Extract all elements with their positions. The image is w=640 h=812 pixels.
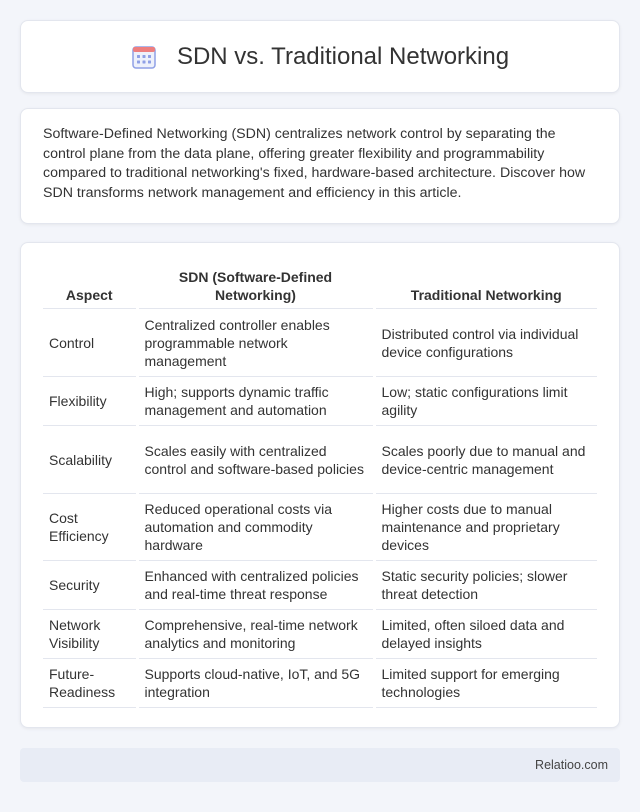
cell-sdn: Reduced operational costs via automation and commodity hardware bbox=[137, 494, 374, 561]
cell-sdn: Centralized controller enables programmable network management bbox=[137, 309, 374, 377]
cell-sdn: Scales easily with centralized control and software-based policies bbox=[137, 426, 374, 494]
table-row bbox=[43, 494, 597, 561]
cell-aspect: Security bbox=[43, 561, 137, 610]
cell-traditional: Higher costs due to manual maintenance and proprietary devices bbox=[374, 494, 597, 561]
cell-traditional: Distributed control via individual device configurations bbox=[374, 309, 597, 377]
intro-card bbox=[20, 108, 620, 224]
cell-aspect: Scalability bbox=[43, 426, 137, 494]
table-header-row bbox=[43, 265, 597, 309]
table-row bbox=[43, 377, 597, 426]
comparison-table bbox=[43, 265, 597, 708]
cell-traditional: Low; static configurations limit agility bbox=[374, 377, 597, 426]
footer-bar bbox=[20, 748, 620, 782]
cell-aspect: Cost Efficiency bbox=[43, 494, 137, 561]
cell-traditional: Scales poorly due to manual and device-centric management bbox=[374, 426, 597, 494]
header-aspect: Aspect bbox=[43, 265, 137, 309]
cell-aspect: Flexibility bbox=[43, 377, 137, 426]
cell-aspect: Network Visibility bbox=[43, 610, 137, 659]
header-traditional: Traditional Networking bbox=[374, 265, 597, 309]
cell-traditional: Limited, often siloed data and delayed insights bbox=[374, 610, 597, 659]
header-sdn: SDN (Software-Defined Networking) bbox=[137, 265, 374, 309]
calendar-grid-icon bbox=[131, 44, 157, 70]
page-title: SDN vs. Traditional Networking bbox=[176, 42, 510, 70]
intro-paragraph: Software-Defined Networking (SDN) centralizes network control by separating the control plane from the data plane, offering greater flexibility and programmability compared to traditional networking's fixed, hardware-based architecture. Discover how SDN transforms network management and efficiency in this article. bbox=[43, 126, 586, 201]
comparison-table-card bbox=[20, 242, 620, 728]
cell-traditional: Static security policies; slower threat detection bbox=[374, 561, 597, 610]
table-row bbox=[43, 659, 597, 708]
cell-sdn: Enhanced with centralized policies and real-time threat response bbox=[137, 561, 374, 610]
cell-aspect: Future-Readiness bbox=[43, 659, 137, 708]
cell-sdn: Supports cloud-native, IoT, and 5G integration bbox=[137, 659, 374, 708]
cell-traditional: Limited support for emerging technologies bbox=[374, 659, 597, 708]
header-card bbox=[20, 20, 620, 93]
cell-sdn: High; supports dynamic traffic management and automation bbox=[137, 377, 374, 426]
footer-brand: Relatioo.com bbox=[535, 758, 608, 772]
table-row bbox=[43, 309, 597, 377]
table-row bbox=[43, 610, 597, 659]
cell-sdn: Comprehensive, real-time network analytics and monitoring bbox=[137, 610, 374, 659]
table-row bbox=[43, 426, 597, 494]
table-row bbox=[43, 561, 597, 610]
table-body bbox=[43, 309, 597, 708]
cell-aspect: Control bbox=[43, 309, 137, 377]
